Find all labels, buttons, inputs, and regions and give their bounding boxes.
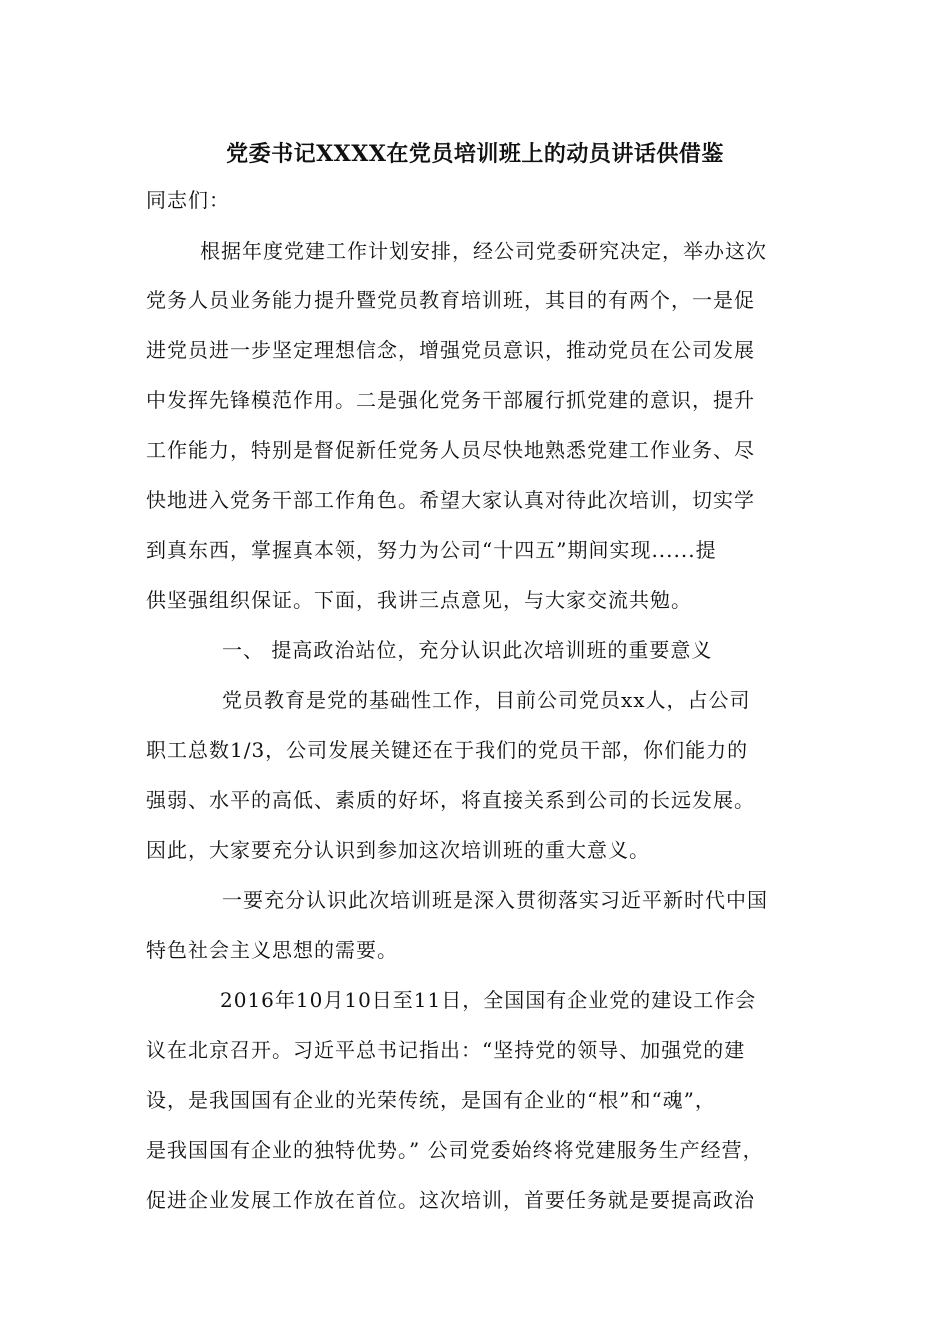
paragraph-line: 职工总数1/3，公司发展关键还在于我们的党员干部，你们能力的 (146, 738, 749, 762)
paragraph-line: 到真东西，掌握真本领，努力为公司“十四五”期间实现......提 (146, 538, 717, 562)
document-title: 党委书记XXXX在党员培训班上的动员讲话供借鉴 (226, 141, 724, 167)
paragraph-line: 议在北京召开。习近平总书记指出：“坚持党的领导、加强党的建 (146, 1038, 746, 1062)
paragraph-line: 是我国国有企业的独特优势。” 公司党委始终将党建服务生产经营， (146, 1138, 764, 1162)
paragraph-line: 快地进入党务干部工作角色。希望大家认真对待此次培训，切实学 (146, 488, 755, 512)
paragraph-line: 进党员进一步坚定理想信念，增强党员意识，推动党员在公司发展 (146, 338, 755, 362)
paragraph-line: 2016年10月10日至11日，全国国有企业党的建设工作会 (220, 988, 757, 1012)
paragraph-line: 根据年度党建工作计划安排，经公司党委研究决定，举办这次 (200, 239, 767, 263)
paragraph-line: 供坚强组织保证。下面，我讲三点意见，与大家交流共勉。 (146, 588, 692, 612)
paragraph-line: 党员教育是党的基础性工作，目前公司党员xx人，占公司 (222, 688, 751, 712)
salutation: 同志们： (146, 188, 230, 212)
paragraph-line: 一要充分认识此次培训班是深入贯彻落实习近平新时代中国 (222, 888, 768, 912)
paragraph-line: 党务人员业务能力提升暨党员教育培训班，其目的有两个，一是促 (146, 288, 755, 312)
section-heading: 一、 提高政治站位，充分认识此次培训班的重要意义 (222, 638, 713, 662)
paragraph-line: 工作能力，特别是督促新任党务人员尽快地熟悉党建工作业务、尽 (146, 438, 755, 462)
paragraph-line: 特色社会主义思想的需要。 (146, 938, 398, 962)
paragraph-line: 因此，大家要充分认识到参加这次培训班的重大意义。 (146, 838, 650, 862)
paragraph-line: 中发挥先锋模范作用。二是强化党务干部履行抓党建的意识，提升 (146, 388, 755, 412)
paragraph-line: 强弱、水平的高低、素质的好坏，将直接关系到公司的长远发展。 (146, 788, 755, 812)
paragraph-line: 促进企业发展工作放在首位。这次培训，首要任务就是要提高政治 (146, 1188, 755, 1212)
paragraph-line: 设，是我国国有企业的光荣传统，是国有企业的“根”和“魂”， (146, 1088, 716, 1112)
